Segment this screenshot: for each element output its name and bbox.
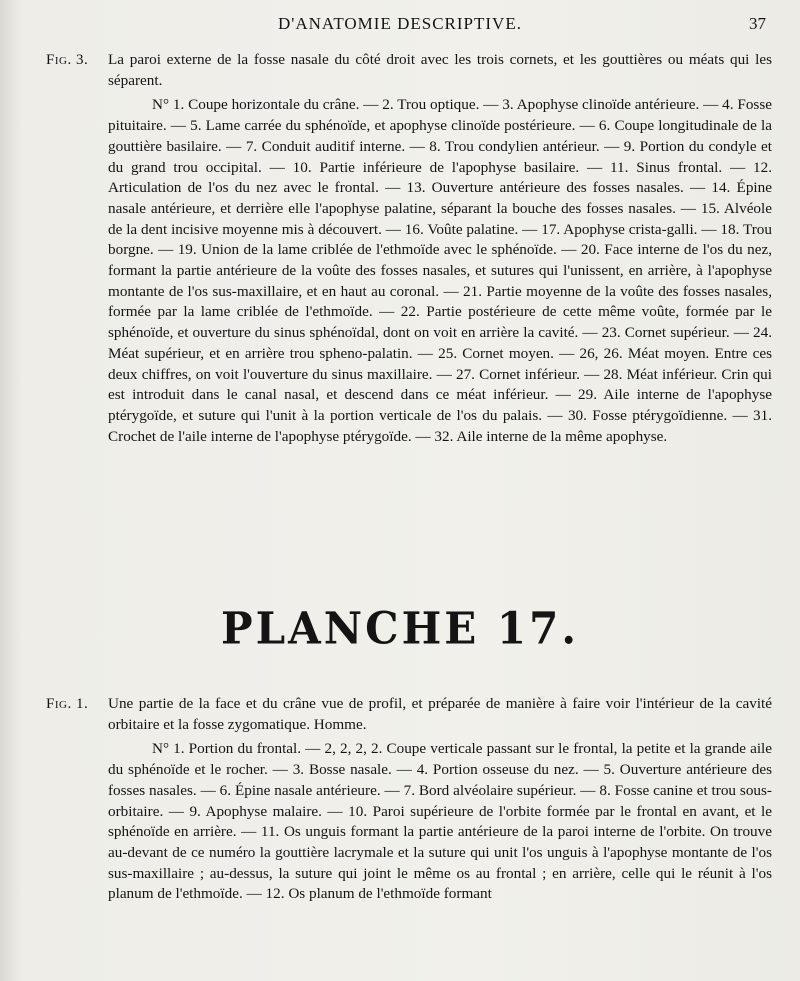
fig1-heading (46, 694, 772, 735)
fig3-caption: La paroi externe de la fosse nasale du côté droit avec les trois cornets, et les gouttières ou méats qui les séparent. (108, 51, 772, 89)
running-title: D'ANATOMIE DESCRIPTIVE. (278, 14, 522, 33)
running-head (0, 14, 800, 40)
fig3-legend-text: N° 1. Coupe horizontale du crâne. — 2. Trou optique. — 3. Apophyse clinoïde antérieure. — 4. Fosse pituitaire. — 5. Lame carrée du sphénoïde, et apophyse clinoïde postérieure. — 6. Coupe longitudinale de la gouttière basilaire. — 7. Conduit auditif interne. — 8. Trou condylien antérieur. — 9. Portion du condyle et du grand trou occipital. — 10. Partie inférieure de l'apophyse basilaire. — 11. Sinus frontal. — 12. Articulation de l'os du nez avec le frontal. — 13. Ouverture antérieure des fosses nasales. — 14. Épine nasale antérieure, et derrière elle l'apophyse palatine, séparant la bouche des fosses nasales. — 15. Alvéole de la dent incisive moyenne mis à découvert. — 16. Voûte palatine. — 17. Apophyse crista-galli. — 18. Trou borgne. — 19. Union de la lame criblée de l'ethmoïde avec le sphénoïde. — 20. Face interne de l'os du nez, formant la partie antérieure de la voûte des fosses nasales, et sutures qui l'unissent, en arrière, à l'apophyse montante de l'os sus-maxillaire, et en haut au coronal. — 21. Partie moyenne de la voûte des fosses nasales, formée par la lame criblée de l'ethmoïde. — 22. Partie postérieure de cette même voûte, formée par le sphénoïde, et ouverture du sinus sphénoïdal, dont on voit en arrière la cavité. — 23. Cornet supérieur. — 24. Méat supérieur, et en arrière trou spheno-palatin. — 25. Cornet moyen. — 26, 26. Méat moyen. Entre ces deux chiffres, on voit l'ouverture du sinus maxillaire. — 27. Cornet inférieur. — 28. Méat inférieur. Crin qui est introduit dans le canal nasal, et descend dans ce méat inférieur. — 29. Aile interne de l'apophyse ptérygoïde, et suture qui l'unit à la portion verticale de l'os du palais. — 30. Fosse ptérygoïdienne. — 31. Crochet de l'aile interne de l'apophyse ptérygoïde. — 32. Aile interne de la même apophyse. (108, 96, 772, 445)
fig3-label: Fig. 3. (46, 52, 89, 68)
fig1-legend (108, 739, 772, 905)
fig1-caption: Une partie de la face et du crâne vue de profil, et préparée de manière à faire voir l'intérieur de la cavité orbitaire et la fosse zygomatique. Homme. (108, 695, 772, 733)
fig1-section (46, 694, 772, 905)
fig3-section (46, 50, 772, 447)
plate-title: PLANCHE 17. (221, 602, 579, 655)
fig3-legend (108, 95, 772, 447)
page-number: 37 (749, 14, 766, 33)
fig1-legend-text: N° 1. Portion du frontal. — 2, 2, 2, 2. Coupe verticale passant sur le frontal, la petite et la grande aile du sphénoïde et le rocher. — 3. Bosse nasale. — 4. Portion osseuse du nez. — 5. Ouverture antérieure des fosses nasales. — 6. Épine nasale antérieure. — 7. Bord alvéolaire supérieur. — 8. Fosse canine et trou sous-orbitaire. — 9. Apophyse malaire. — 10. Paroi supérieure de l'orbite formée par le frontal en avant, et le sphénoïde en arrière. — 11. Os unguis formant la partie antérieure de la paroi interne de l'orbite. On trouve au-devant de ce numéro la gouttière lacrymale et la suture qui unit l'os unguis à l'apophyse montante de l'os sus-maxillaire ; au-dessus, la suture qui joint le même os au frontal ; en arrière, celle qui le réunit à l'os planum de l'ethmoïde. — 12. Os planum de l'ethmoïde formant (108, 740, 772, 903)
fig3-heading (46, 50, 772, 91)
fig1-label: Fig. 1. (46, 696, 89, 712)
